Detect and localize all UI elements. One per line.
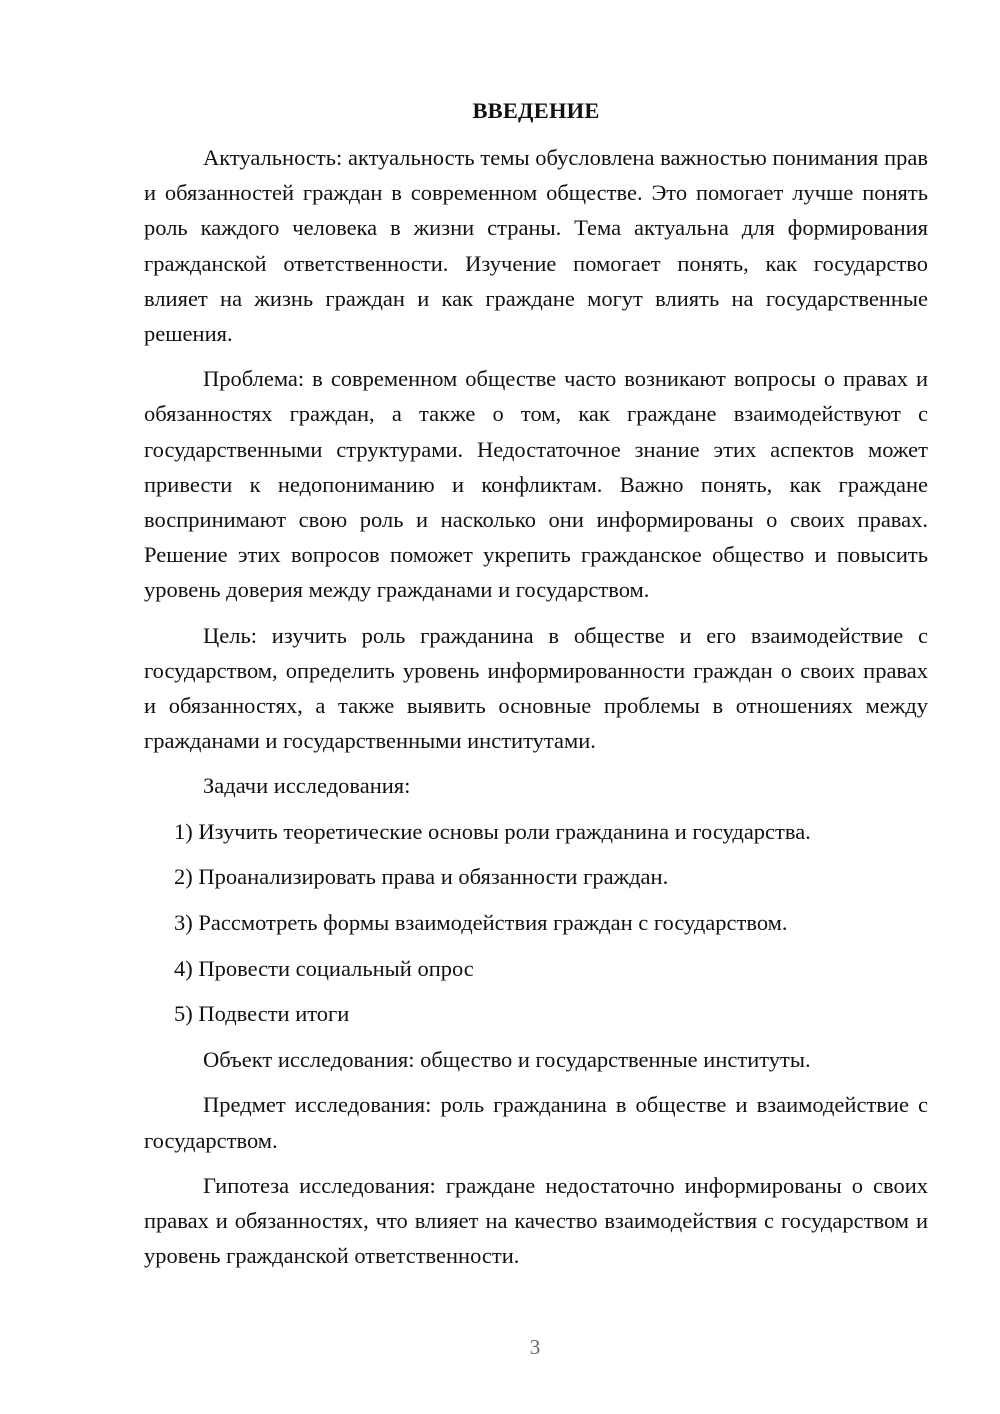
problem-paragraph: Проблема: в современном обществе часто возникают вопросы о правах и обязанностях граждан, а также о том, как граждане взаимодействуют с государственными структурами. Недостаточное знание этих аспектов может привести к недопониманию и конфликтам. Важно понять, как граждане воспринимают свою роль и насколько они информированы о своих правах. Решение этих вопросов поможет укрепить гражданское общество и повысить уровень доверия между гражданами и государством. bbox=[144, 366, 928, 603]
research-subject-paragraph: Предмет исследования: роль гражданина в обществе и взаимодействие с государством. bbox=[144, 1092, 928, 1153]
page-number: 3 bbox=[529, 1335, 541, 1359]
goal-paragraph: Цель: изучить роль гражданина в обществе и его взаимодействие с государством, определить уровень информированности граждан о своих правах и обязанностях, а также выявить основные проблемы в отношениях между гражданами и государственными институтами. bbox=[144, 622, 928, 754]
research-task-2: 2) Проанализировать права и обязанности граждан. bbox=[174, 864, 669, 890]
research-task-list bbox=[144, 814, 928, 1032]
document-title: ВВЕДЕНИЕ bbox=[472, 98, 600, 123]
research-object-paragraph: Объект исследования: общество и государственные институты. bbox=[203, 1047, 811, 1073]
relevance-paragraph: Актуальность: актуальность темы обусловлена важностью понимания прав и обязанностей граждан в современном обществе. Это помогает лучше понять роль каждого человека в жизни страны. Тема актуальна для формирования гражданской ответственности. Изучение помогает понять, как государство влияет на жизнь граждан и как граждане могут влиять на государственные решения. bbox=[144, 145, 928, 347]
research-task-1: 1) Изучить теоретические основы роли гражданина и государства. bbox=[174, 818, 811, 844]
research-task-5: 5) Подвести итоги bbox=[174, 1001, 350, 1027]
tasks-heading: Задачи исследования: bbox=[203, 773, 411, 799]
research-task-3: 3) Рассмотреть формы взаимодействия граждан с государством. bbox=[174, 910, 788, 936]
research-hypothesis-paragraph: Гипотеза исследования: граждане недостаточно информированы о своих правах и обязанностях, что влияет на качество взаимодействия с государством и уровень гражданской ответственности. bbox=[144, 1172, 928, 1269]
research-task-4: 4) Провести социальный опрос bbox=[174, 955, 474, 981]
document-content bbox=[144, 92, 928, 1283]
